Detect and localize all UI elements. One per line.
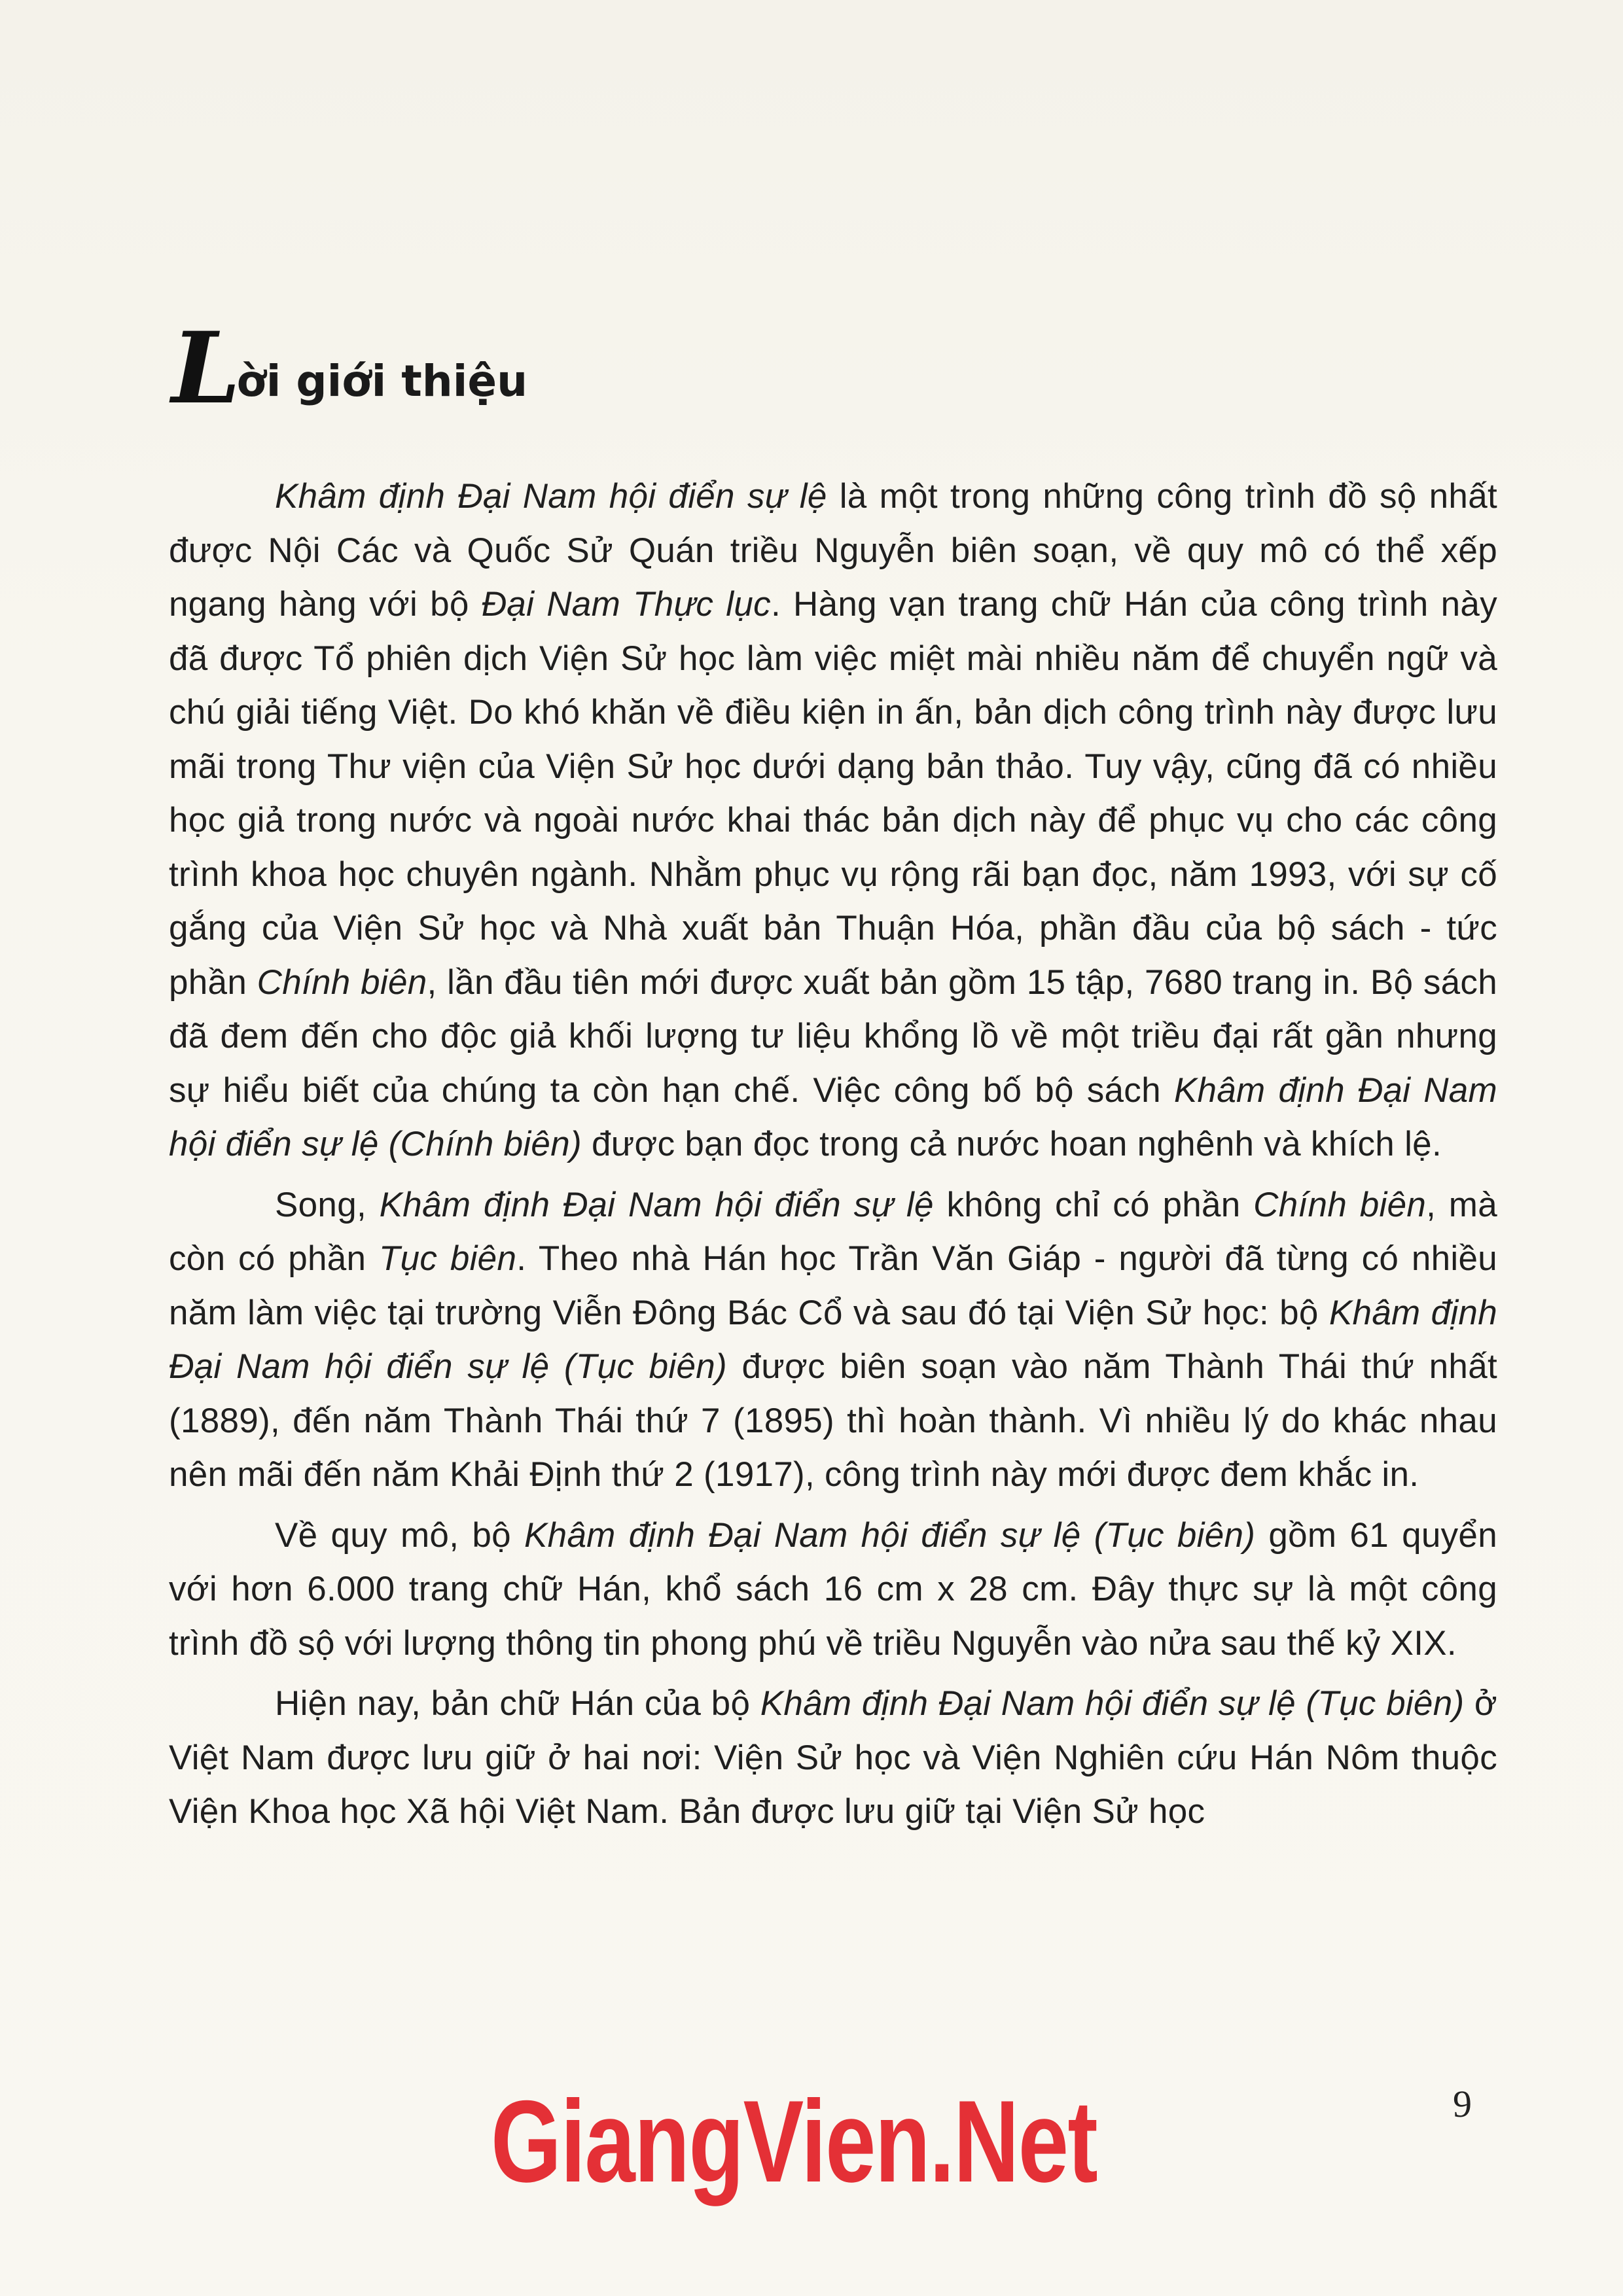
text-run: ở Việt Nam được lưu giữ ở hai nơi: Viện Sử học và Viện Nghiên cứu Hán Nôm thuộc Viện Khoa học Xã hội Việt Nam. Bản được lưu giữ tại Viện Sử học xyxy=(169,1684,1497,1831)
text-run: Hiện nay, bản chữ Hán của bộ xyxy=(275,1684,760,1723)
heading-dropcap: L xyxy=(171,311,241,426)
text-run: gồm 61 quyển với hơn 6.000 trang chữ Hán, khổ sách 16 cm x 28 cm. Đây thực sự là một công trình đồ sộ với lượng thông tin phong phú về triều Nguyễn vào nửa sau thế kỷ XIX. xyxy=(169,1515,1497,1663)
text-run: . Hàng vạn trang chữ Hán của công trình này đã được Tổ phiên dịch Viện Sử học làm việc miệt mài nhiều năm để chuyển ngữ và chú giải tiếng Việt. Do khó khăn về điều kiện in ấn, bản dịch công trình này được lưu mãi trong Thư viện của Viện Sử học dưới dạng bản thảo. Tuy vậy, cũng đã có nhiều học giả trong nước và ngoài nước khai thác bản dịch này để phục vụ cho các công trình khoa học chuyên ngành. Nhằm phục vụ rộng rãi bạn đọc, năm 1993, với sự cố gắng của Viện Sử học và Nhà xuất bản Thuận Hóa, phần đầu của bộ sách - tức phần xyxy=(169,585,1497,1002)
italic-title-run: Khâm định Đại Nam hội điển sự lệ (Chính biên) xyxy=(169,1070,1497,1163)
body-text xyxy=(169,470,1497,1846)
page-number: 9 xyxy=(1453,2083,1472,2125)
text-run: không chỉ có phần xyxy=(933,1185,1254,1224)
paragraph-2 xyxy=(169,1178,1497,1502)
paragraph-1 xyxy=(169,470,1497,1172)
italic-title-run: Chính biên xyxy=(1253,1185,1427,1224)
italic-title-run: Khâm định Đại Nam hội điển sự lệ xyxy=(275,477,827,516)
italic-title-run: Chính biên xyxy=(257,963,427,1002)
paragraph-4 xyxy=(169,1677,1497,1839)
italic-title-run: Khâm định Đại Nam hội điển sự lệ xyxy=(379,1185,934,1224)
text-run: là một trong những công trình đồ sộ nhất được Nội Các và Quốc Sử Quán triều Nguyễn biên soạn, về quy mô có thể xếp ngang hàng với bộ xyxy=(169,477,1497,624)
italic-title-run: Khâm định Đại Nam hội điển sự lệ (Tục biên) xyxy=(524,1515,1256,1555)
text-run: , mà còn có phần xyxy=(169,1185,1497,1278)
heading-text: ời giới thiệu xyxy=(236,356,528,406)
paragraph-3 xyxy=(169,1509,1497,1671)
italic-title-run: Tục biên xyxy=(378,1239,517,1278)
text-run: được biên soạn vào năm Thành Thái thứ nhất (1889), đến năm Thành Thái thứ 7 (1895) thì hoàn thành. Vì nhiều lý do khác nhau nên mãi đến năm Khải Định thứ 2 (1917), công trình này mới được đem khắc in. xyxy=(169,1347,1498,1494)
italic-title-run: Khâm định Đại Nam hội điển sự lệ (Tục biên) xyxy=(760,1684,1465,1723)
text-run: Về quy mô, bộ xyxy=(275,1515,524,1555)
text-run: được bạn đọc trong cả nước hoan nghênh và khích lệ. xyxy=(581,1125,1442,1163)
watermark-logo: GiangVien.Net xyxy=(491,2076,1097,2206)
text-run: , lần đầu tiên mới được xuất bản gồm 15 tập, 7680 trang in. Bộ sách đã đem đến cho độc giả khối lượng tư liệu khổng lồ về một triều đại rất gần nhưng sự hiểu biết của chúng ta còn hạn chế. Việc công bố bộ sách xyxy=(169,963,1497,1110)
italic-title-run: Khâm định Đại Nam hội điển sự lệ (Tục biên) xyxy=(169,1293,1497,1386)
italic-title-run: Đại Nam Thực lục xyxy=(481,585,771,624)
text-run: Song, xyxy=(275,1185,380,1224)
section-heading xyxy=(171,311,528,426)
text-run: . Theo nhà Hán học Trần Văn Giáp - người đã từng có nhiều năm làm việc tại trường Viễn Đông Bác Cổ và sau đó tại Viện Sử học: bộ xyxy=(169,1239,1498,1332)
